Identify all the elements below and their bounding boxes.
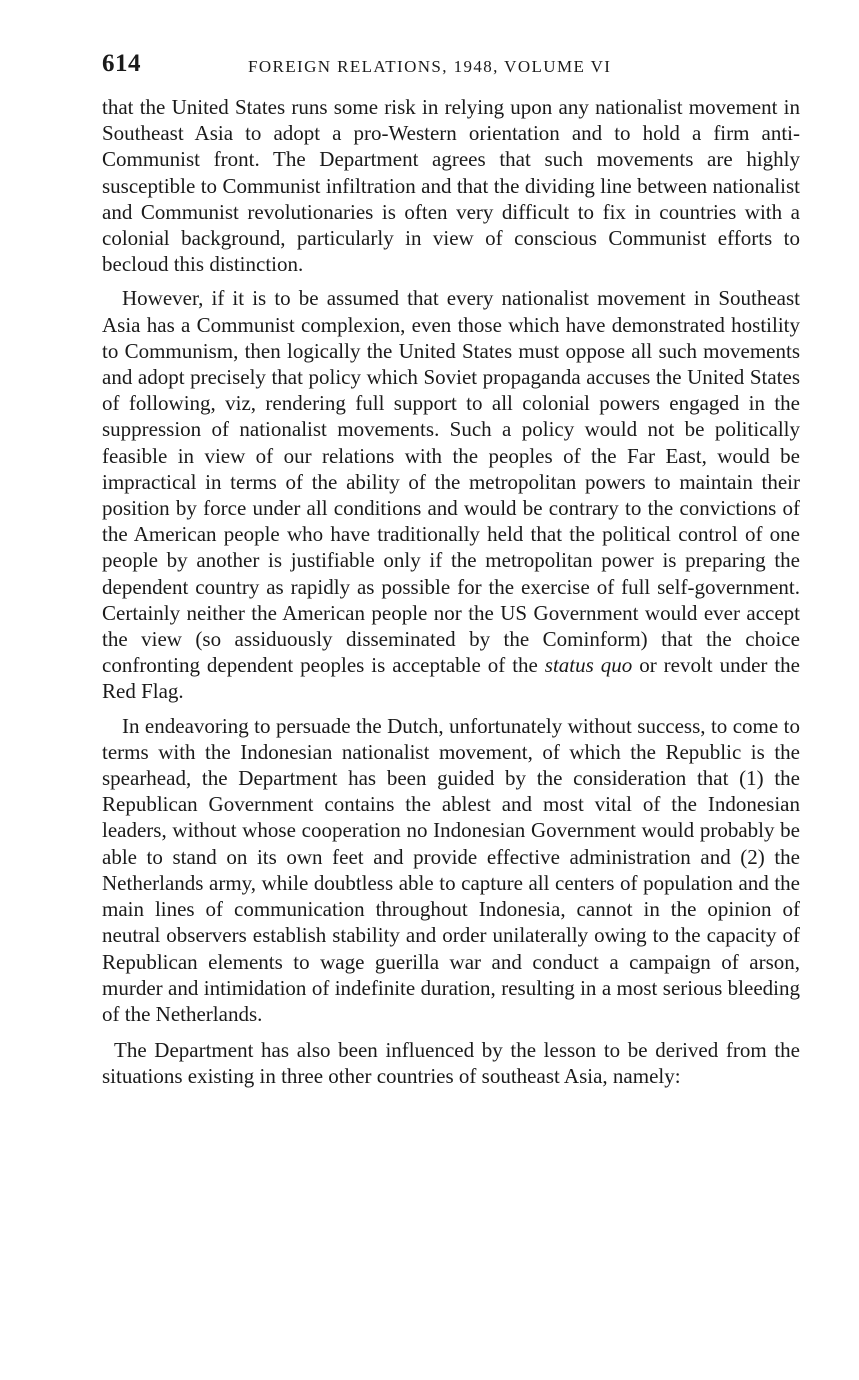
document-page xyxy=(102,50,800,1090)
body-paragraph-4: The Department has also been influenced by the lesson to be derived from the situations existing in three other countries of southeast Asia, namely: xyxy=(102,1038,800,1089)
body-paragraph-2 xyxy=(102,285,800,704)
running-title: FOREIGN RELATIONS, 1948, VOLUME VI xyxy=(248,57,612,76)
paragraph-2-text: However, if it is to be assumed that every nationalist movement in Southeast Asia has a Communist complexion, even those which have demonstrated hostility to Communism, then logically the United States must oppose all such movements and adopt precisely that policy which Soviet propaganda accuses the United States of following, viz, rendering full support to all colonial powers engaged in the suppression of nationalist movements. Such a policy would not be politically feasible in view of our relations with the peoples of the Far East, would be impractical in terms of the ability of the metropolitan powers to maintain their position by force under all conditions and would be contrary to the convictions of the American people who have traditionally held that the political control of one people by another is justifiable only if the metropolitan power is preparing the dependent country as rapidly as possible for the exercise of full self-government. Certainly neither the American people nor the US Government would ever accept the view (so assiduously disseminated by the Cominform) that the choice confronting dependent peoples is acceptable of the xyxy=(102,286,800,678)
body-paragraph-3: In endeavoring to persuade the Dutch, unfortunately without success, to come to terms with the Indonesian nationalist movement, of which the Republic is the spearhead, the Department has been guided by the consideration that (1) the Republican Government contains the ablest and most vital of the Indonesian leaders, without whose cooperation no Indonesian Government would probably be able to stand on its own feet and provide effective administration and (2) the Netherlands army, while doubtless able to capture all centers of population and the main lines of communication throughout Indonesia, cannot in the opinion of neutral observers establish stability and order unilaterally owing to the capacity of Republican elements to wage guerilla war and conduct a campaign of arson, murder and intimidation of indefinite duration, resulting in a most serious bleeding of the Netherlands. xyxy=(102,713,800,1026)
running-header xyxy=(102,50,800,82)
paragraph-2-ending: or revolt under the Red Flag. xyxy=(102,653,800,704)
body-paragraph-1: that the United States runs some risk in relying upon any nationalist movement in Southeast Asia to adopt a pro-Western orientation and to hold a firm anti-Communist front. The Department agrees that such movements are highly susceptible to Communist infiltration and that the dividing line between nationalist and Communist revolutionaries is often very difficult to fix in countries with a colonial background, particularly in view of conscious Communist efforts to becloud this distinction. xyxy=(102,95,800,277)
page-number: 614 xyxy=(102,50,141,77)
status-quo-italic: status quo xyxy=(544,653,633,678)
